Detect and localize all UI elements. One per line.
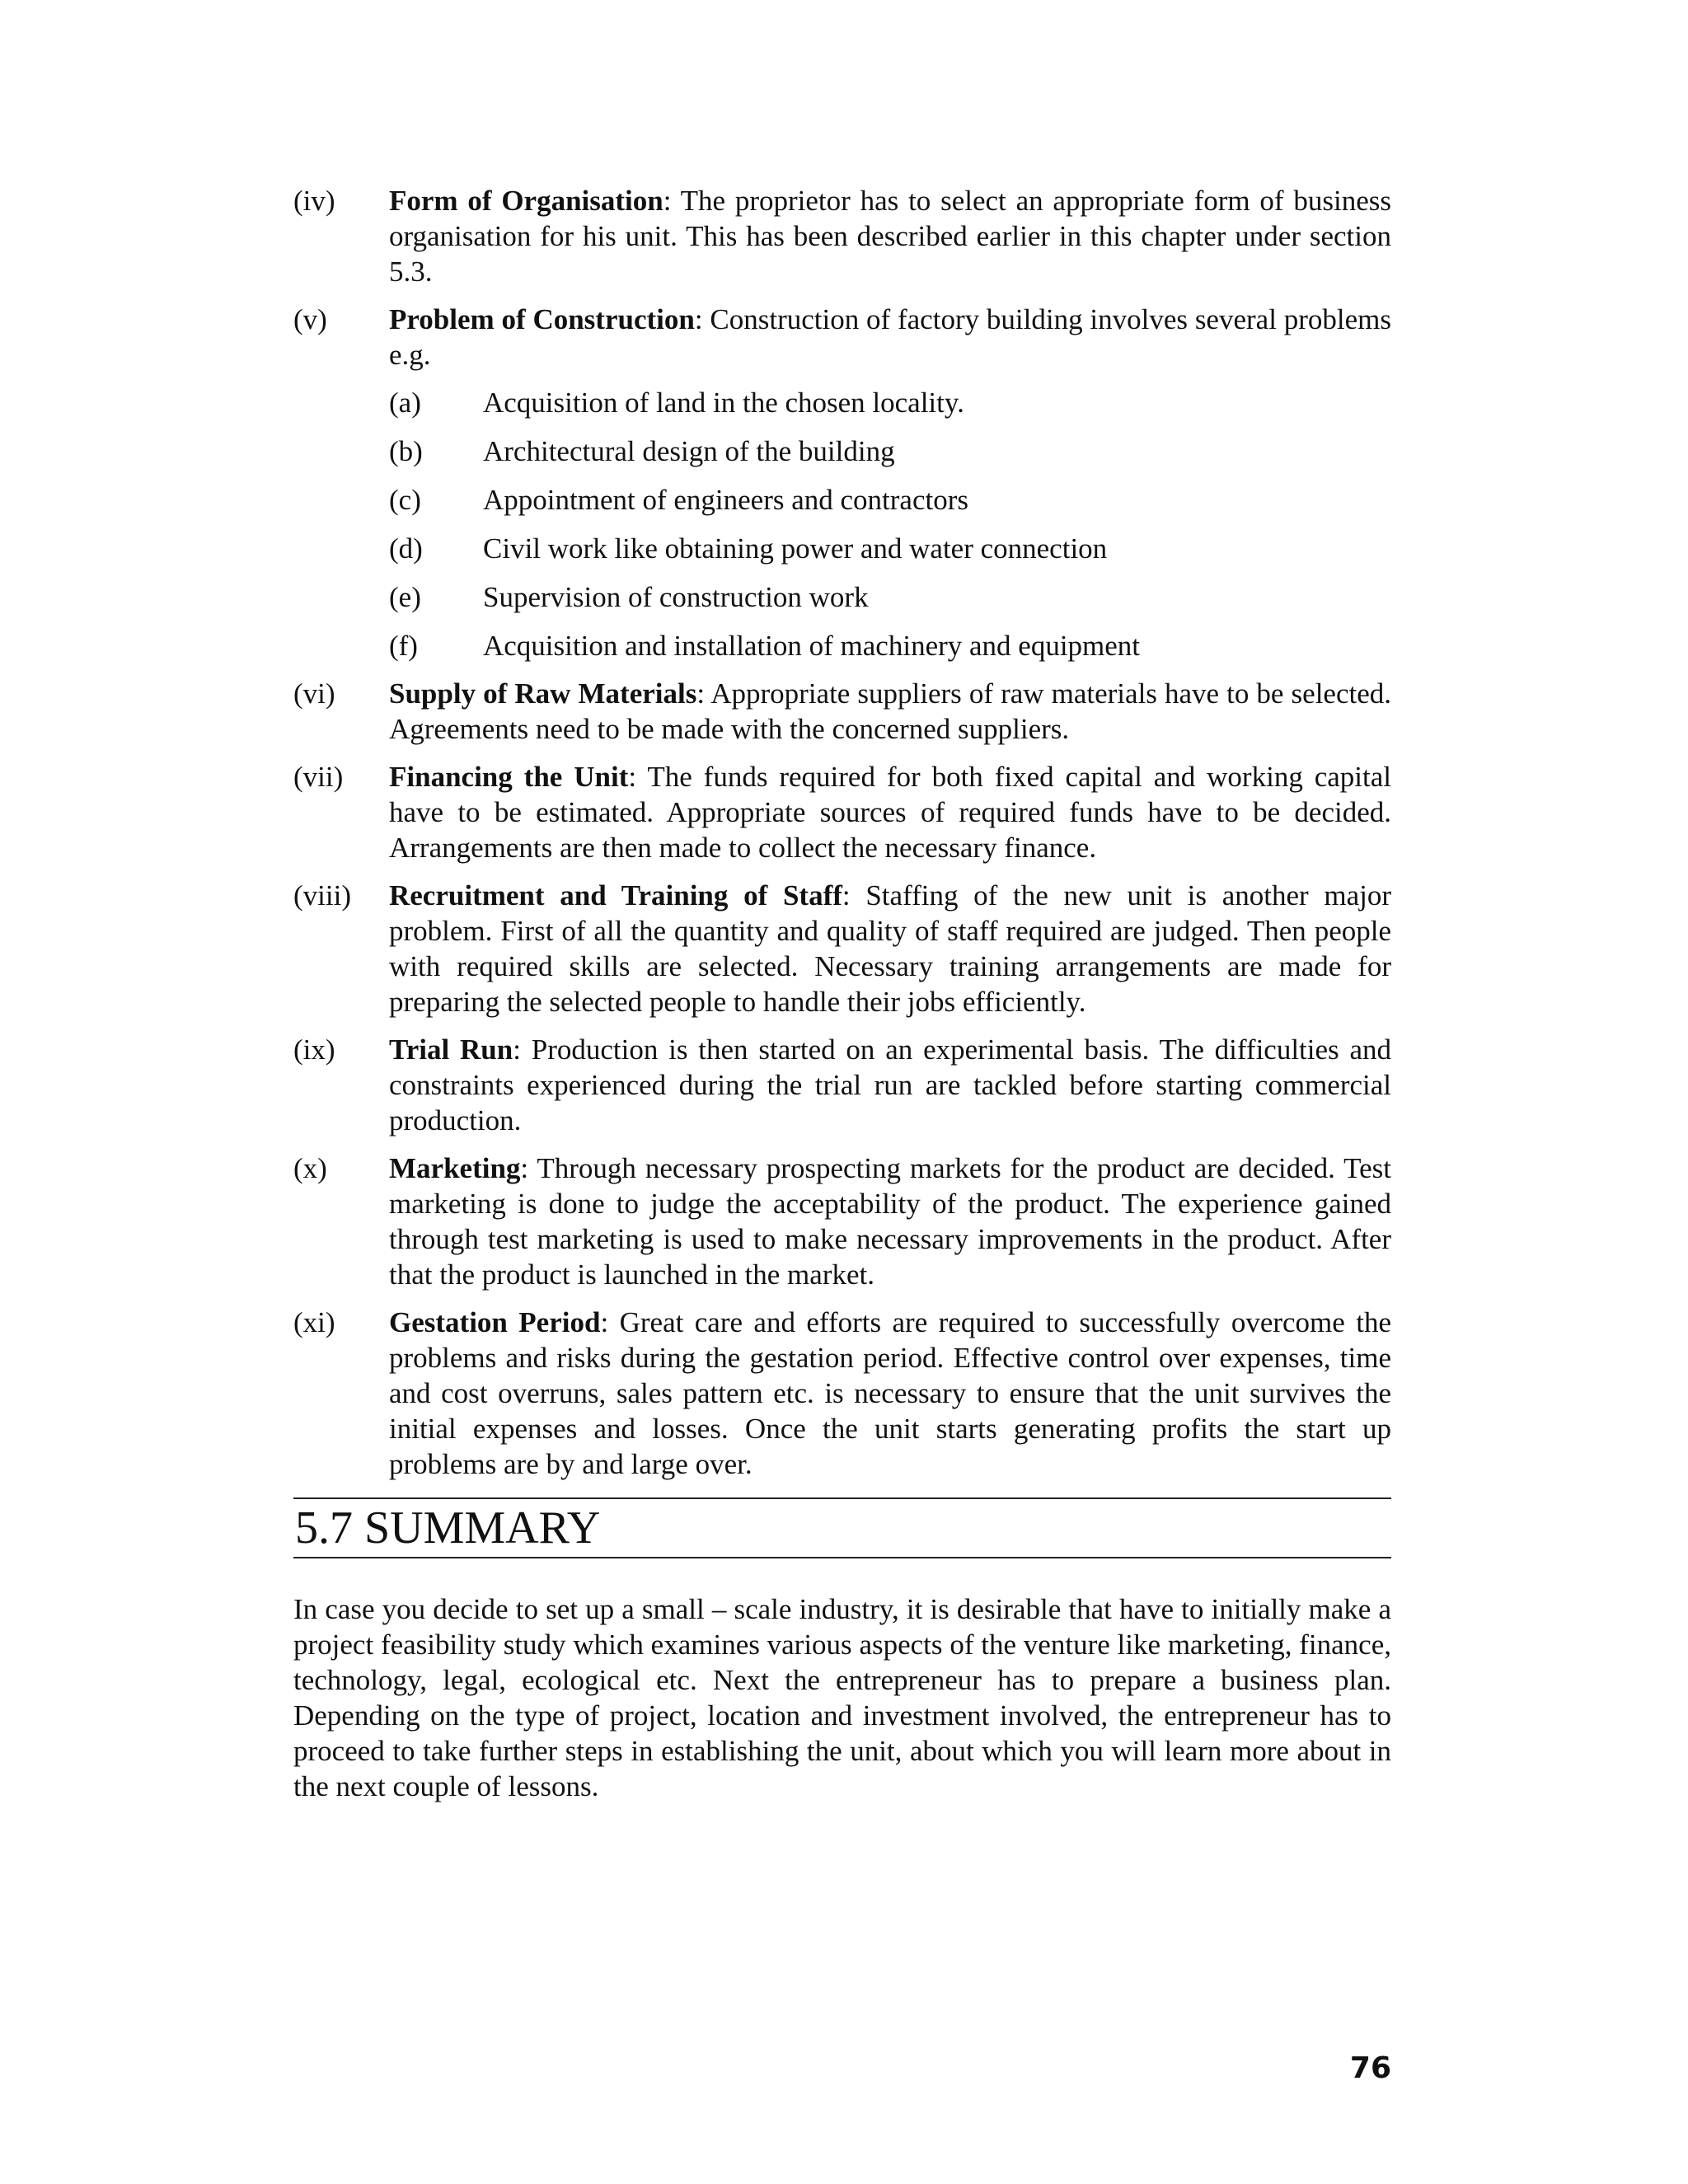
list-item-gestation-period [293,1305,1391,1482]
subitem-c [389,482,1391,518]
item-term: Gestation Period [389,1306,601,1338]
item-text: : Great care and efforts are required to successfully overcome the problems and risks during the gestation period. Effective control over expenses, time and cost overruns, sales pattern etc. is necessary to ensure that the unit survives the initial expenses and losses. Once the unit starts generating profits the start up problems are by and large over. [389,1306,1391,1480]
item-term: Recruitment and Training of Staff [389,879,842,912]
list-item-supply-of-raw-materials [293,676,1391,747]
list-item-form-of-organisation [293,183,1391,289]
subitem-a [389,385,1391,420]
summary-paragraph: In case you decide to set up a small – scale industry, it is desirable that have to initially make a project feasibility study which examines various aspects of the venture like marketing, finance, technology, legal, ecological etc. Next the entrepreneur has to prepare a business plan. Depending on the type of project, location and investment involved, the entrepreneur has to proceed to take further steps in establishing the unit, about which you will learn more about in the next couple of lessons. [293,1593,1391,1802]
item-number: (xi) [293,1306,335,1338]
subitem-number: (a) [389,387,421,419]
item-text: : Through necessary prospecting markets for the product are decided. Test marketing is done to judge the acceptability of the product. The experience gained through test marketing is used to make necessary improvements in the product. After that the product is launched in the market. [389,1152,1391,1291]
item-term: Financing the Unit [389,761,629,793]
item-text: : The proprietor has to select an appropriate form of business organisation for his unit. This has been described earlier in this chapter under section 5.3. [389,185,1391,288]
item-term: Supply of Raw Materials [389,677,697,710]
subitem-f [389,628,1391,663]
section-heading-summary: 5.7 SUMMARY [293,1497,1391,1558]
subitem-number: (b) [389,435,423,467]
construction-subitems [389,385,1391,663]
page-number: 76 [1349,2051,1391,2085]
item-number: (vii) [293,761,344,793]
item-number: (viii) [293,879,351,912]
list-item-marketing [293,1151,1391,1292]
item-term: Trial Run [389,1033,513,1066]
item-number: (ix) [293,1033,335,1066]
list-item-recruitment-and-training [293,878,1391,1019]
item-number: (v) [293,303,327,335]
subitem-number: (f) [389,630,418,662]
subitem-text: Architectural design of the building [483,435,895,467]
item-text: : The funds required for both fixed capital and working capital have to be estimated. Appropriate sources of required funds have to be decided. Arrangements are then made to collect the necessary finance. [389,761,1391,864]
subitem-text: Supervision of construction work [483,581,869,613]
subitem-d [389,531,1391,566]
page-content [293,183,1391,1804]
subitem-number: (e) [389,581,421,613]
subitem-number: (d) [389,532,423,565]
list-item-trial-run [293,1032,1391,1138]
subitem-e [389,579,1391,615]
item-term: Form of Organisation [389,185,663,217]
subitem-text: Acquisition of land in the chosen locality. [483,387,964,419]
item-number: (iv) [293,185,335,217]
subitem-text: Appointment of engineers and contractors [483,484,968,516]
subitem-text: Civil work like obtaining power and water connection [483,532,1108,565]
item-text: : Production is then started on an experimental basis. The difficulties and constraints experienced during the trial run are tackled before starting commercial production. [389,1033,1391,1137]
list-item-financing-the-unit [293,759,1391,865]
item-term: Problem of Construction [389,303,695,335]
list-item-problem-of-construction [293,302,1391,663]
subitem-text: Acquisition and installation of machinery and equipment [483,630,1141,662]
item-text: : Appropriate suppliers of raw materials have to be selected. Agreements need to be made with the concerned suppliers. [389,677,1391,745]
item-number: (vi) [293,677,335,710]
subitem-number: (c) [389,484,421,516]
item-text: : Staffing of the new unit is another major problem. First of all the quantity and quality of staff required are judged. Then people with required skills are selected. Necessary training arrangements are made for preparing the selected people to handle their jobs efficiently. [389,879,1391,1018]
item-number: (x) [293,1152,327,1184]
item-term: Marketing [389,1152,521,1184]
subitem-b [389,434,1391,469]
item-text: : Construction of factory building involves several problems e.g. [389,303,1391,371]
